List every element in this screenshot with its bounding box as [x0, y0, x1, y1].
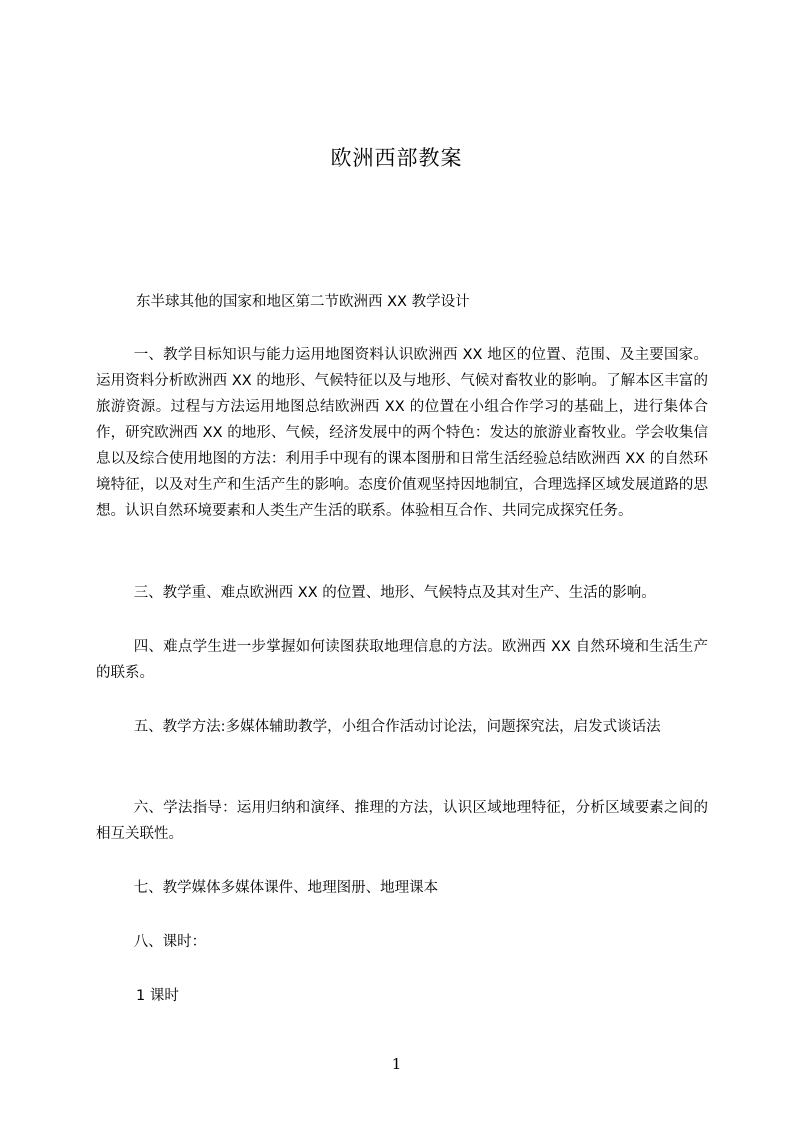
page-number: 1	[391, 1055, 402, 1073]
paragraph-media: 七、教学媒体多媒体课件、地理图册、地理课本	[133, 880, 439, 896]
paragraph-objectives: 一、教学目标知识与能力运用地图资料认识欧洲西 XX 地区的位置、范围、及主要国家。运用资料分析欧洲西 XX 的地形、气候特征以及与地形、气候对畜牧业的影响。了解本区丰富的旅游资源。过程与方法运用地图总结欧洲西 XX 的位置在小组合作学习的基础上，进行集体合作，研究欧洲西 XX 的地形、气候，经济发展中的两个特色：发达的旅游业畜牧业。学会收集信息以及综合使用地图的方法：利用手中现有的课本图册和日常生活经验总结欧洲西 XX 的自然环境特征，以及对生产和生活产生的影响。态度价值观坚持因地制宜，合理选择区域发展道路的思想。认识自然环境要素和人类生产生活的联系。体验相互合作、共同完成探究任务。	[96, 347, 708, 519]
document-title: 欧洲西部教案	[330, 146, 463, 170]
paragraph-subtitle: 东半球其他的国家和地区第二节欧洲西 XX 教学设计	[136, 294, 470, 310]
paragraph-key-points: 三、教学重、难点欧洲西 XX 的位置、地形、气候特点及其对生产、生活的影响。	[133, 585, 656, 601]
paragraph-hours-count: 1 课时	[136, 988, 179, 1004]
paragraph-learning-guidance: 六、学法指导：运用归纳和演绎、推理的方法，认识区域地理特征，分析区域要素之间的相互关联性。	[96, 800, 708, 842]
paragraph-difficulties: 四、难点学生进一步掌握如何读图获取地理信息的方法。欧洲西 XX 自然环境和生活生产的联系。	[96, 639, 708, 681]
paragraph-teaching-methods: 五、教学方法:多媒体辅助教学，小组合作活动讨论法，问题探究法，启发式谈话法	[133, 719, 661, 735]
paragraph-class-hours: 八、课时：	[133, 934, 207, 950]
